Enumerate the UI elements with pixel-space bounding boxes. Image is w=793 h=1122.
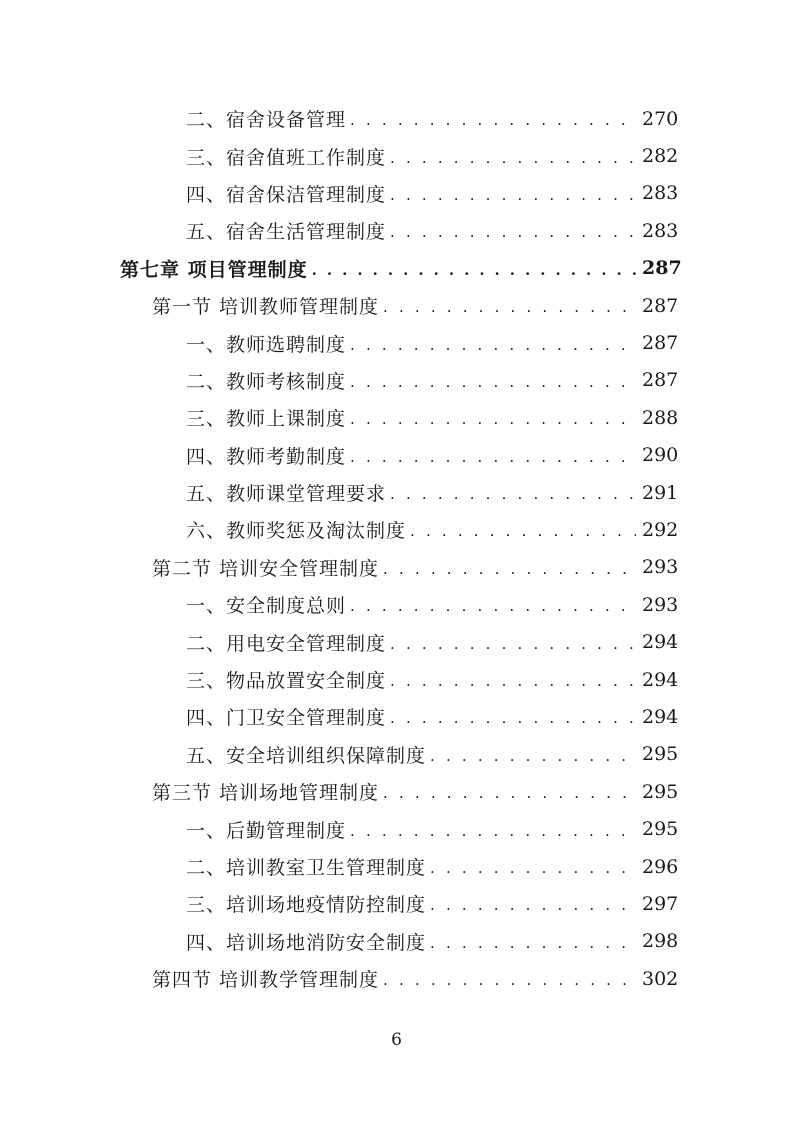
toc-entry[interactable] bbox=[0, 661, 793, 698]
toc-entry-title: 六、教师奖惩及淘汰制度 bbox=[186, 520, 407, 543]
toc-leader-dots bbox=[383, 300, 636, 315]
toc-leader-dots bbox=[312, 263, 636, 278]
toc-entry[interactable] bbox=[0, 100, 793, 137]
toc-entry[interactable] bbox=[0, 848, 793, 885]
toc-entry[interactable] bbox=[0, 137, 793, 174]
toc-leader-dots bbox=[430, 936, 636, 951]
toc-entry[interactable] bbox=[0, 623, 793, 660]
toc-entry-page: 293 bbox=[642, 556, 679, 579]
toc-entry-title: 三、物品放置安全制度 bbox=[186, 670, 387, 693]
toc-entry-page: 282 bbox=[642, 145, 679, 168]
toc-entry-title: 三、教师上课制度 bbox=[186, 408, 347, 431]
toc-entry-page: 270 bbox=[642, 107, 679, 130]
toc-entry[interactable] bbox=[0, 810, 793, 847]
toc-entry[interactable] bbox=[0, 175, 793, 212]
toc-entry[interactable] bbox=[0, 698, 793, 735]
toc-entry[interactable] bbox=[0, 511, 793, 548]
toc-entry-title: 一、安全制度总则 bbox=[186, 595, 347, 618]
toc-leader-dots bbox=[390, 674, 636, 689]
toc-entry-page: 294 bbox=[642, 631, 679, 654]
toc-entry-title: 四、宿舍保洁管理制度 bbox=[186, 183, 387, 206]
toc-leader-dots bbox=[430, 861, 636, 876]
toc-leader-dots bbox=[430, 749, 636, 764]
toc-leader-dots bbox=[390, 487, 636, 502]
toc-entry-title: 一、教师选聘制度 bbox=[186, 333, 347, 356]
toc-entry[interactable] bbox=[0, 586, 793, 623]
table-of-contents bbox=[0, 100, 793, 997]
toc-entry-page: 298 bbox=[642, 930, 679, 953]
toc-entry-page: 287 bbox=[642, 294, 679, 317]
toc-entry-title: 五、宿舍生活管理制度 bbox=[186, 221, 387, 244]
toc-entry-title: 第一节 培训教师管理制度 bbox=[152, 296, 380, 319]
toc-entry-title: 四、教师考勤制度 bbox=[186, 445, 347, 468]
toc-section-entry[interactable] bbox=[0, 960, 793, 997]
toc-entry-page: 297 bbox=[642, 892, 679, 915]
toc-leader-dots bbox=[350, 113, 636, 128]
toc-entry-title: 第四节 培训教学管理制度 bbox=[152, 969, 380, 992]
toc-entry-page: 290 bbox=[642, 444, 679, 467]
toc-entry-title: 第二节 培训安全管理制度 bbox=[152, 557, 380, 580]
toc-leader-dots bbox=[390, 225, 636, 240]
toc-entry-title: 四、培训场地消防安全制度 bbox=[186, 931, 427, 954]
toc-leader-dots bbox=[350, 412, 636, 427]
toc-section-entry[interactable] bbox=[0, 549, 793, 586]
page-number: 6 bbox=[391, 1030, 402, 1050]
toc-leader-dots bbox=[350, 599, 636, 614]
toc-entry-title: 二、宿舍设备管理 bbox=[186, 109, 347, 132]
toc-leader-dots bbox=[410, 524, 636, 539]
toc-entry-title: 二、培训教室卫生管理制度 bbox=[186, 857, 427, 879]
toc-entry-page: 287 bbox=[642, 369, 679, 392]
toc-entry-page: 293 bbox=[642, 593, 679, 616]
toc-entry-title: 四、门卫安全管理制度 bbox=[186, 707, 387, 730]
toc-leader-dots bbox=[430, 898, 636, 913]
toc-leader-dots bbox=[350, 450, 636, 465]
toc-entry-page: 283 bbox=[642, 182, 679, 205]
toc-entry[interactable] bbox=[0, 212, 793, 249]
toc-entry[interactable] bbox=[0, 362, 793, 399]
toc-chapter-entry[interactable] bbox=[0, 250, 793, 287]
toc-entry-page: 296 bbox=[642, 855, 679, 878]
toc-leader-dots bbox=[390, 151, 636, 166]
toc-entry[interactable] bbox=[0, 324, 793, 361]
toc-leader-dots bbox=[350, 338, 636, 353]
toc-leader-dots bbox=[383, 562, 636, 577]
toc-entry[interactable] bbox=[0, 923, 793, 960]
toc-entry-page: 283 bbox=[642, 219, 679, 242]
toc-leader-dots bbox=[350, 824, 636, 839]
toc-entry-page: 294 bbox=[642, 668, 679, 691]
toc-entry[interactable] bbox=[0, 399, 793, 436]
toc-entry[interactable] bbox=[0, 437, 793, 474]
toc-leader-dots bbox=[383, 786, 636, 801]
toc-entry-page: 292 bbox=[642, 518, 679, 541]
toc-entry-page: 294 bbox=[642, 705, 679, 728]
toc-entry-title: 五、安全培训组织保障制度 bbox=[186, 744, 427, 767]
toc-entry[interactable] bbox=[0, 474, 793, 511]
toc-entry-title: 二、用电安全管理制度 bbox=[186, 632, 387, 655]
toc-entry-page: 295 bbox=[642, 818, 679, 841]
toc-entry-title: 第七章 项目管理制度 bbox=[120, 258, 308, 281]
toc-leader-dots bbox=[390, 188, 636, 203]
toc-leader-dots bbox=[390, 711, 636, 726]
toc-leader-dots bbox=[390, 637, 636, 652]
toc-entry-title: 三、培训场地疫情防控制度 bbox=[186, 894, 427, 917]
toc-entry-page: 287 bbox=[642, 332, 679, 355]
toc-entry-page: 291 bbox=[642, 481, 679, 504]
toc-entry-title: 二、教师考核制度 bbox=[186, 370, 347, 393]
toc-entry-page: 288 bbox=[642, 406, 679, 429]
toc-section-entry[interactable] bbox=[0, 287, 793, 324]
toc-entry-page: 295 bbox=[642, 743, 679, 766]
toc-entry[interactable] bbox=[0, 736, 793, 773]
toc-entry-title: 三、宿舍值班工作制度 bbox=[186, 146, 387, 169]
toc-entry-title: 一、后勤管理制度 bbox=[186, 819, 347, 842]
toc-section-entry[interactable] bbox=[0, 773, 793, 810]
toc-entry-title: 第三节 培训场地管理制度 bbox=[152, 782, 380, 805]
toc-entry[interactable] bbox=[0, 885, 793, 922]
toc-leader-dots bbox=[383, 973, 636, 988]
toc-entry-page: 295 bbox=[642, 780, 679, 803]
toc-entry-page: 302 bbox=[642, 967, 679, 990]
toc-entry-page: 287 bbox=[642, 257, 682, 280]
toc-entry-title: 五、教师课堂管理要求 bbox=[186, 483, 387, 506]
toc-leader-dots bbox=[350, 375, 636, 390]
